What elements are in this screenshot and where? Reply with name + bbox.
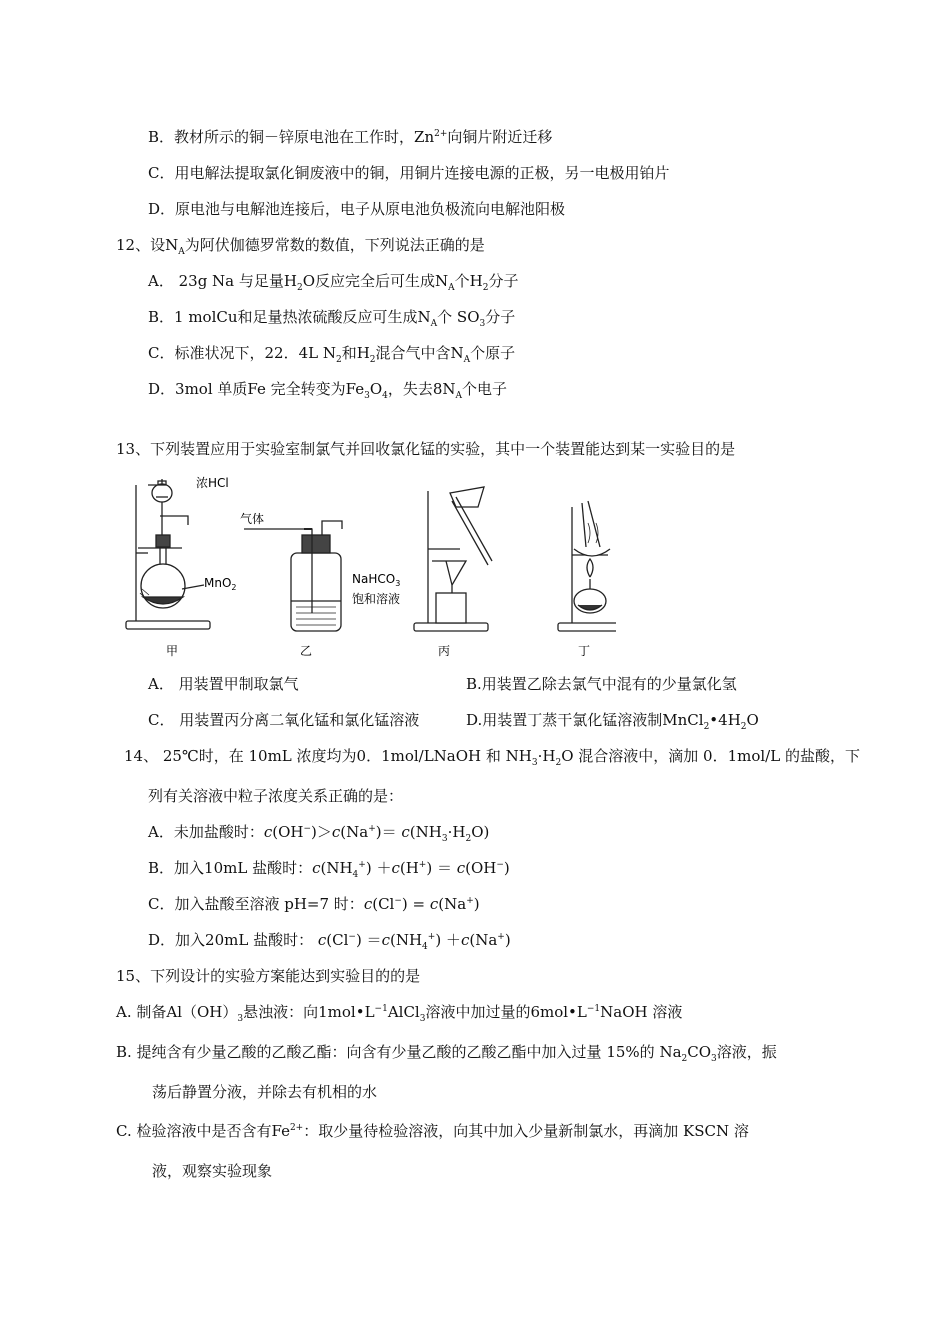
apparatus-yi xyxy=(244,521,342,631)
q15-option-c-line1: C. 检验溶液中是否含有$Fe^{2+}$：取少量待检验溶液，向其中加入少量新制氯水，再滴加 KSCN 溶 xyxy=(116,1122,749,1140)
q14-option-d: D．加入20mL 盐酸时： $c(Cl^-) =c(NH_4^+) +c(Na^+)$ xyxy=(148,931,511,952)
apparatus-jia xyxy=(126,479,210,629)
q14-option-c: C．加入盐酸至溶液 pH=7 时：c(Cl−) = c(Na+) xyxy=(148,895,480,913)
q11-option-b: B．教材所示的铜－锌原电池在工作时，$Zn^{2+}$向铜片附近迁移 xyxy=(148,128,553,146)
q13-option-c: C． 用装置丙分离二氧化锰和氯化锰溶液 xyxy=(148,711,420,729)
q15-option-a: A. 制备$Al(OH)_3$悬浊液：向$1mol•L^{-1}AlCl_3$溶液中加过量的$6mol•L^{-1}NaOH$ 溶液 xyxy=(116,1003,683,1024)
q14-option-b: B．加入10mL 盐酸时：$c(NH_4^+) +c(H^+) = c(OH^-)$ xyxy=(148,859,510,880)
apparatus-figure xyxy=(116,473,616,661)
q12-option-b: B．1 molCu和足量热浓硫酸反应可生成$N_A$个 $SO_3$分子 xyxy=(148,308,516,329)
q15-stem: 15、下列设计的实验方案能达到实验目的的是 xyxy=(116,967,421,985)
label-yi: 乙 xyxy=(300,644,313,658)
label-gas: 气体 xyxy=(240,512,265,526)
label-bing: 丙 xyxy=(438,644,451,658)
q12-stem: 12、设$N_A$为阿伏伽德罗常数的数值，下列说法正确的是 xyxy=(116,236,485,257)
apparatus-bing xyxy=(414,487,492,631)
q12-option-c: C．标准状况下，22．4L $N_2$和$H_2$混合气中含$N_A$个原子 xyxy=(148,344,516,365)
q13-option-d: D.用装置丁蒸干氯化锰溶液制$MnCl_2•4H_2O$ xyxy=(466,711,759,732)
q11-option-c: C．用电解法提取氯化铜废液中的铜，用铜片连接电源的正极，另一电极用铂片 xyxy=(148,164,670,182)
q15-option-b-line1: B. 提纯含有少量乙酸的乙酸乙酯：向含有少量乙酸的乙酸乙酯中加入过量 15%的 $Na_2CO_3$溶液，振 xyxy=(116,1043,777,1064)
label-jia: 甲 xyxy=(166,644,179,658)
apparatus-ding xyxy=(558,501,616,631)
label-ding: 丁 xyxy=(578,644,591,658)
label-nahco3: NaHCO$_3$ xyxy=(352,572,401,588)
q11-option-d: D．原电池与电解池连接后，电子从原电池负极流向电解池阳极 xyxy=(148,200,566,218)
q12-option-a: A． 23g Na 与足量$H_2O$反应完全后可生成$N_A$个$H_2$分子 xyxy=(148,272,519,293)
q12-option-d: D．3mol 单质Fe 完全转变为$Fe_3O_4$，失去$8N_A$个电子 xyxy=(148,380,508,401)
q13-stem: 13、下列装置应用于实验室制氯气并回收氯化锰的实验，其中一个装置能达到某一实验目的是 xyxy=(116,440,736,458)
q13-option-a: A． 用装置甲制取氯气 xyxy=(148,675,299,693)
label-mno2: MnO$_2$ xyxy=(204,576,237,592)
q15-option-b-line2: 荡后静置分液，并除去有机相的水 xyxy=(152,1083,378,1101)
label-saturated-solution: 饱和溶液 xyxy=(352,592,401,606)
q14-stem-line2: 列有关溶液中粒子浓度关系正确的是： xyxy=(148,787,404,805)
q14-option-a: A．未加盐酸时：$c(OH^-)>c(Na^+)= c(NH_3\cdot H_2O)$ xyxy=(148,823,490,844)
q14-stem-line1: 14、 25℃时，在 10mL 浓度均为0．1mol/LNaOH 和 $NH_3\cdot H_2O$ 混合溶液中，滴加 0．1mol/L 的盐酸，下 xyxy=(124,747,860,768)
q13-option-b: B.用装置乙除去氯气中混有的少量氯化氢 xyxy=(466,675,737,693)
label-conc-hcl: 浓HCl xyxy=(196,476,229,490)
q15-option-c-line2: 液，观察实验现象 xyxy=(152,1162,273,1180)
